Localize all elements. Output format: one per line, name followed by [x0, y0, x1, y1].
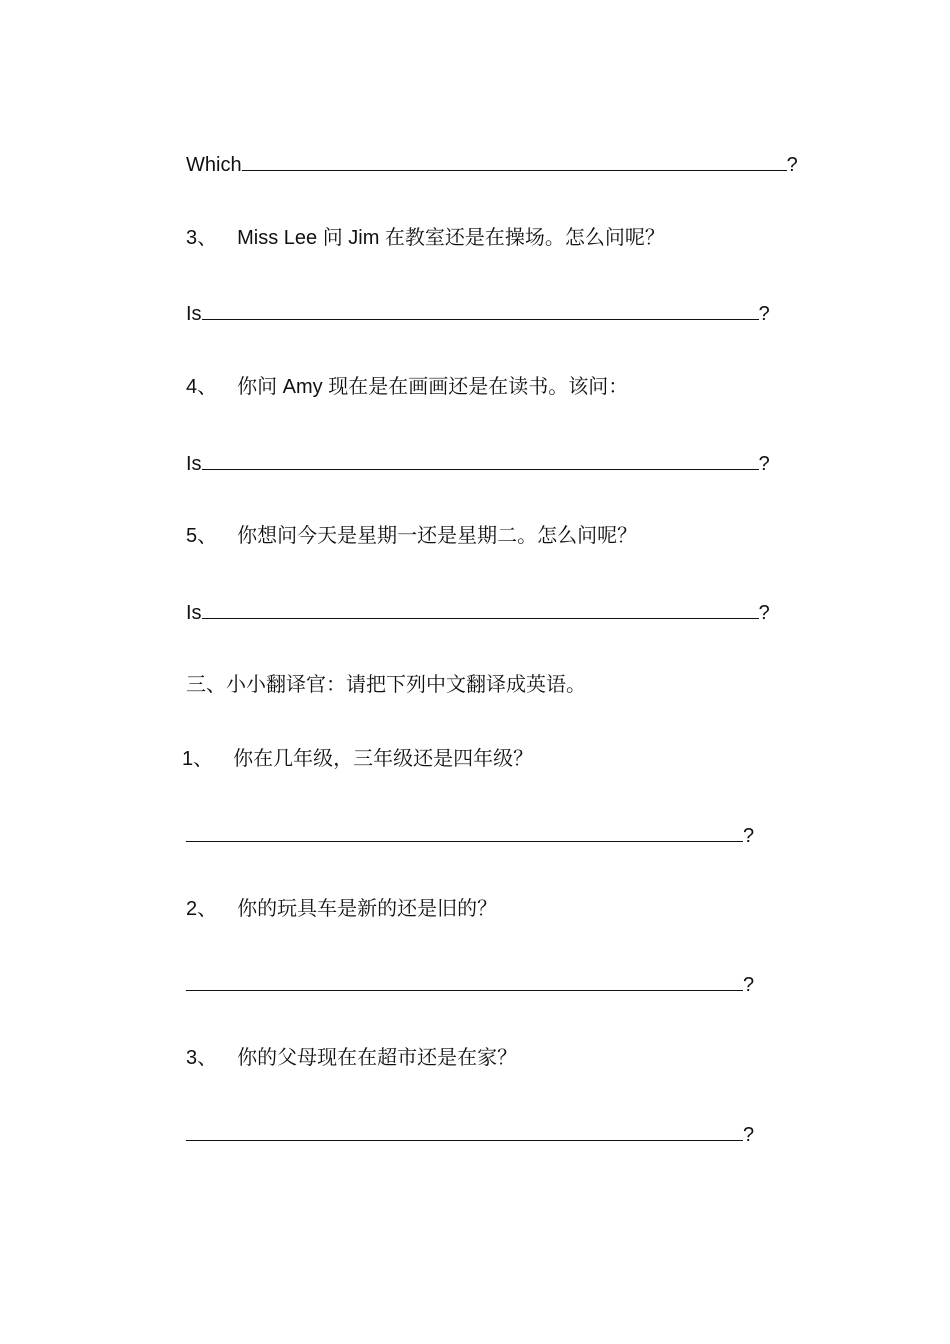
- answer-suffix: ?: [786, 154, 798, 176]
- answer-blank[interactable]: [186, 821, 743, 842]
- question-number: 3、: [186, 1047, 218, 1069]
- answer-suffix: ?: [743, 974, 755, 996]
- answer-blank[interactable]: [186, 970, 743, 991]
- section-3-title: 三、小小翻译官：请把下列中文翻译成英语。: [186, 674, 586, 696]
- answer-prefix: Is: [186, 303, 202, 325]
- answer-line-q5: [186, 598, 770, 626]
- question-3: [186, 225, 665, 251]
- question-text: 你在几年级，三年级还是四年级？: [233, 748, 534, 770]
- answer-line-t3: [186, 1120, 754, 1148]
- answer-blank[interactable]: [202, 449, 759, 470]
- answer-suffix: ?: [758, 602, 770, 624]
- question-text: 你想问今天是星期一还是星期二。怎么问呢？: [237, 525, 638, 547]
- translate-question-2: [186, 896, 497, 922]
- answer-prefix: Is: [186, 453, 202, 475]
- question-text: 你的父母现在在超市还是在家？: [237, 1047, 518, 1069]
- answer-line-t2: [186, 970, 754, 998]
- question-number: 5、: [186, 525, 218, 547]
- answer-line-q3: [186, 299, 770, 327]
- question-text: Miss Lee 问 Jim 在教室还是在操场。怎么问呢？: [237, 227, 665, 249]
- answer-blank[interactable]: [242, 150, 787, 171]
- answer-suffix: ?: [743, 825, 755, 847]
- question-number: 2、: [186, 898, 218, 920]
- answer-suffix: ?: [758, 303, 770, 325]
- answer-prefix: Which: [186, 154, 242, 176]
- answer-blank[interactable]: [186, 1120, 743, 1141]
- answer-line-q2: [186, 150, 798, 178]
- question-number: 4、: [186, 376, 218, 398]
- question-text: 你问 Amy 现在是在画画还是在读书。该问：: [237, 376, 629, 398]
- answer-prefix: Is: [186, 602, 202, 624]
- answer-suffix: ?: [743, 1124, 755, 1146]
- answer-suffix: ?: [758, 453, 770, 475]
- question-5: [186, 523, 637, 549]
- question-text: 你的玩具车是新的还是旧的？: [237, 898, 498, 920]
- translate-question-1: [182, 746, 533, 772]
- translate-question-3: [186, 1045, 517, 1071]
- answer-line-q4: [186, 449, 770, 477]
- answer-blank[interactable]: [202, 299, 759, 320]
- question-number: 3、: [186, 227, 218, 249]
- answer-blank[interactable]: [202, 598, 759, 619]
- question-4: [186, 374, 628, 400]
- answer-line-t1: [186, 821, 754, 849]
- question-number: 1、: [182, 748, 214, 770]
